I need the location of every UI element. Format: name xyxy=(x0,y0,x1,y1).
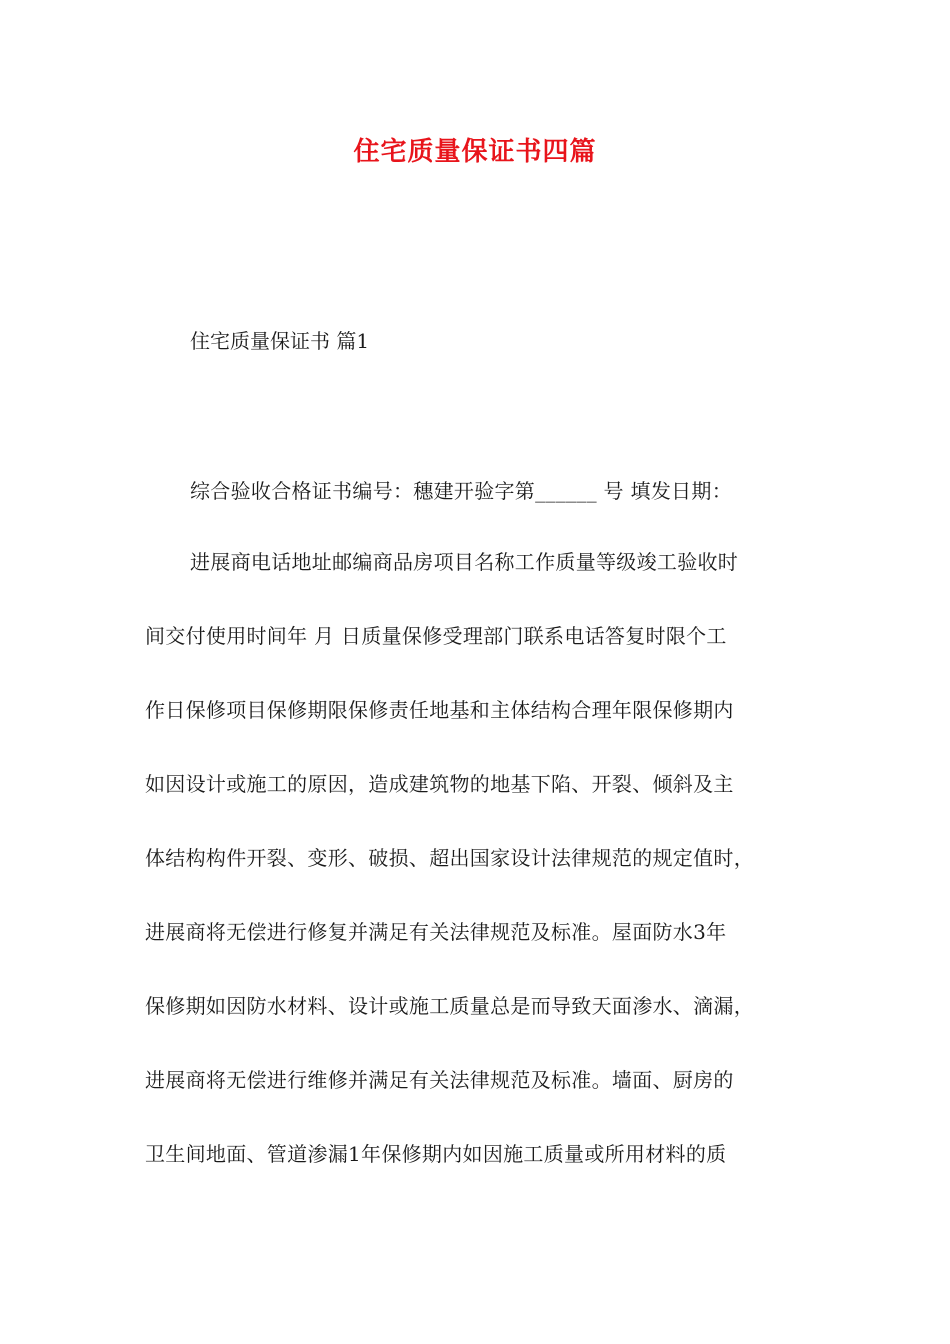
body-line: 进展商将无偿进行修复并满足有关法律规范及标准。屋面防水3年 xyxy=(145,920,727,944)
body-line: 体结构构件开裂、变形、破损、超出国家设计法律规范的规定值时， xyxy=(145,846,754,870)
body-line: 如因设计或施工的原因，造成建筑物的地基下陷、开裂、倾斜及主 xyxy=(145,772,734,796)
document-title: 住宅质量保证书四篇 xyxy=(353,137,597,167)
body-line: 进展商将无偿进行维修并满足有关法律规范及标准。墙面、厨房的 xyxy=(145,1068,734,1092)
body-line: 综合验收合格证书编号：穗建开验字第______ 号 填发日期： xyxy=(190,479,733,503)
body-line: 作日保修项目保修期限保修责任地基和主体结构合理年限保修期内 xyxy=(145,698,734,722)
body-line: 保修期如因防水材料、设计或施工质量总是而导致天面渗水、滴漏， xyxy=(145,994,754,1018)
body-line: 卫生间地面、管道渗漏1年保修期内如因施工质量或所用材料的质 xyxy=(145,1142,727,1166)
body-line: 进展商电话地址邮编商品房项目名称工作质量等级竣工验收时 xyxy=(190,550,739,574)
section-heading: 住宅质量保证书 篇1 xyxy=(190,329,370,353)
body-line: 间交付使用时间年 月 日质量保修受理部门联系电话答复时限个工 xyxy=(145,624,727,648)
